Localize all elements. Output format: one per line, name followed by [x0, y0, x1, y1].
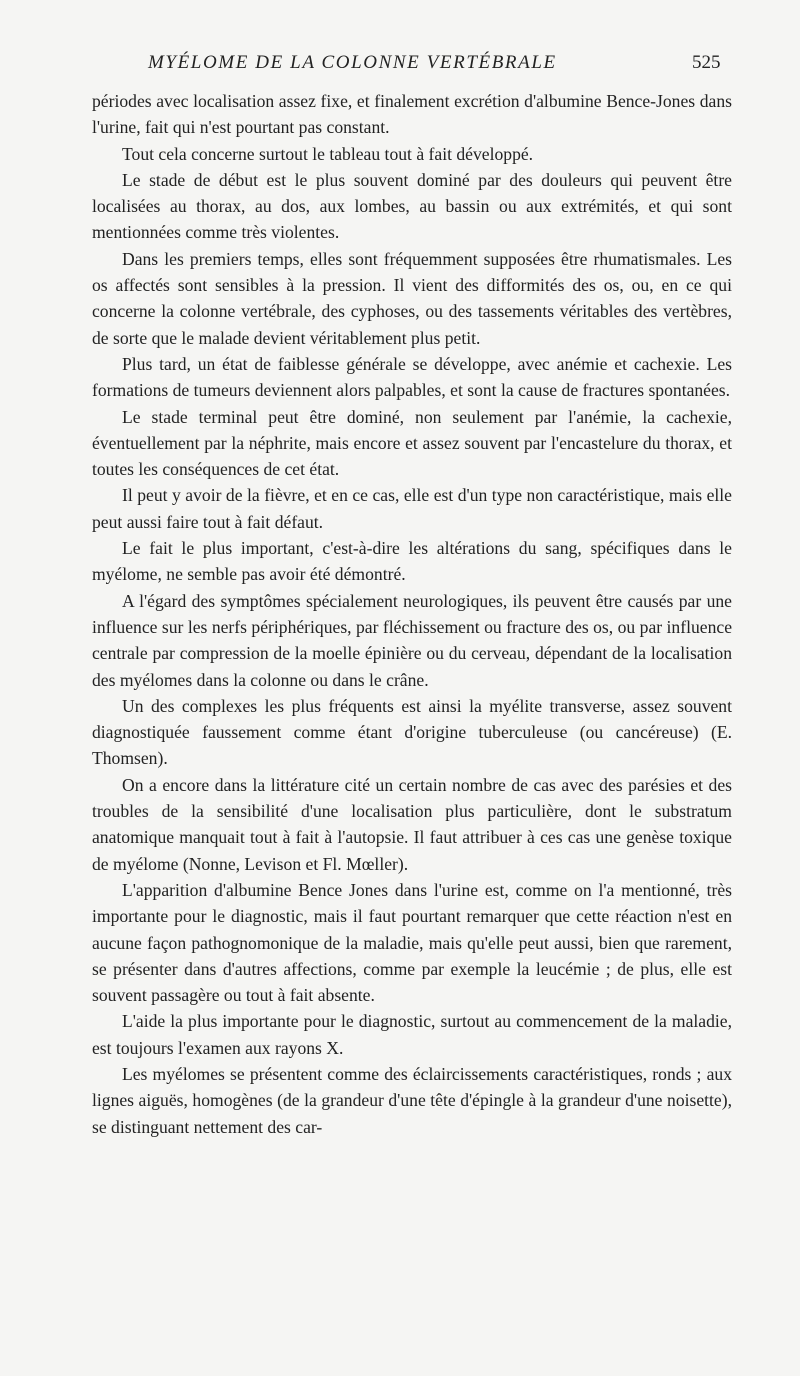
paragraph: Tout cela concerne surtout le tableau tout à fait développé.	[122, 143, 534, 164]
paragraph: Le fait le plus important, c'est-à-dire les altérations du sang, spécifiques dans le myélome, ne semble pas avoir été démontré.	[92, 538, 732, 585]
paragraph: périodes avec localisation assez fixe, et finalement excrétion d'albumine Bence-Jones dans l'urine, fait qui n'est pourtant pas constant.	[92, 91, 732, 138]
paragraph: Le stade de début est le plus souvent dominé par des douleurs qui peuvent être localisées au thorax, au dos, aux lombes, au bassin ou aux extrémités, et qui sont mentionnées comme très violentes.	[92, 169, 732, 243]
paragraph: On a encore dans la littérature cité un certain nombre de cas avec des parésies et des troubles de la sensibilité d'une localisation plus particulière, dont le substratum anatomique manquait tout à fait à l'autopsie. Il faut attribuer à ces cas une genèse toxique de myélome (Nonne, Levison et Fl. Mœller).	[92, 774, 732, 874]
paragraph: Plus tard, un état de faiblesse générale se développe, avec anémie et cachexie. Les formations de tumeurs deviennent alors palpables, et sont la cause de fractures spontanées.	[92, 353, 732, 401]
paragraph: Un des complexes les plus fréquents est ainsi la myélite transverse, assez souvent diagnostiquée faussement comme étant d'origine tuberculeuse (ou cancéreuse) (E. Thomsen).	[92, 695, 732, 769]
paragraph: L'apparition d'albumine Bence Jones dans l'urine est, comme on l'a mentionné, très importante pour le diagnostic, mais il faut pourtant remarquer que cette réaction n'est en aucune façon pathognomonique de la maladie, mais qu'elle peut aussi, bien que rarement, se présenter dans d'autres affections, comme par exemple la leucémie ; de plus, elle est souvent passagère ou tout à fait absente.	[92, 879, 732, 1006]
paragraph: L'aide la plus importante pour le diagnostic, surtout au commencement de la maladie, est toujours l'examen aux rayons X.	[92, 1011, 732, 1058]
running-title: MYÉLOME DE LA COLONNE VERTÉBRALE	[148, 52, 557, 73]
running-header	[0, 52, 800, 82]
paragraph: Il peut y avoir de la fièvre, et en ce cas, elle est d'un type non caractéristique, mais elle peut aussi faire tout à fait défaut.	[92, 485, 732, 532]
paragraph: Les myélomes se présentent comme des éclaircissements caractéristiques, ronds ; aux lignes aiguës, homogènes (de la grandeur d'une tête d'épingle à la grandeur d'une noisette), se distinguant nettement des car-	[92, 1063, 732, 1137]
paragraph: Dans les premiers temps, elles sont fréquemment supposées être rhumatismales. Les os affectés sont sensibles à la pression. Il vient des difformités des os, ou, en ce qui concerne la colonne vertébrale, des cyphoses, ou des tassements véritables des vertèbres, de sorte que le malade devient véritablement plus petit.	[92, 248, 732, 348]
body-text	[92, 88, 732, 1140]
page-number: 525	[692, 52, 721, 73]
paragraph: Le stade terminal peut être dominé, non seulement par l'anémie, la cachexie, éventuellement par la néphrite, mais encore et assez souvent par l'encastelure du thorax, et toutes les conséquences de cet état.	[92, 406, 732, 480]
paragraph: A l'égard des symptômes spécialement neurologiques, ils peuvent être causés par une influence sur les nerfs périphériques, par fléchissement ou fracture des os, ou par influence centrale par compression de la moelle épinière ou du cerveau, dépendant de la localisation des myélomes dans la colonne ou dans le crâne.	[92, 590, 732, 690]
